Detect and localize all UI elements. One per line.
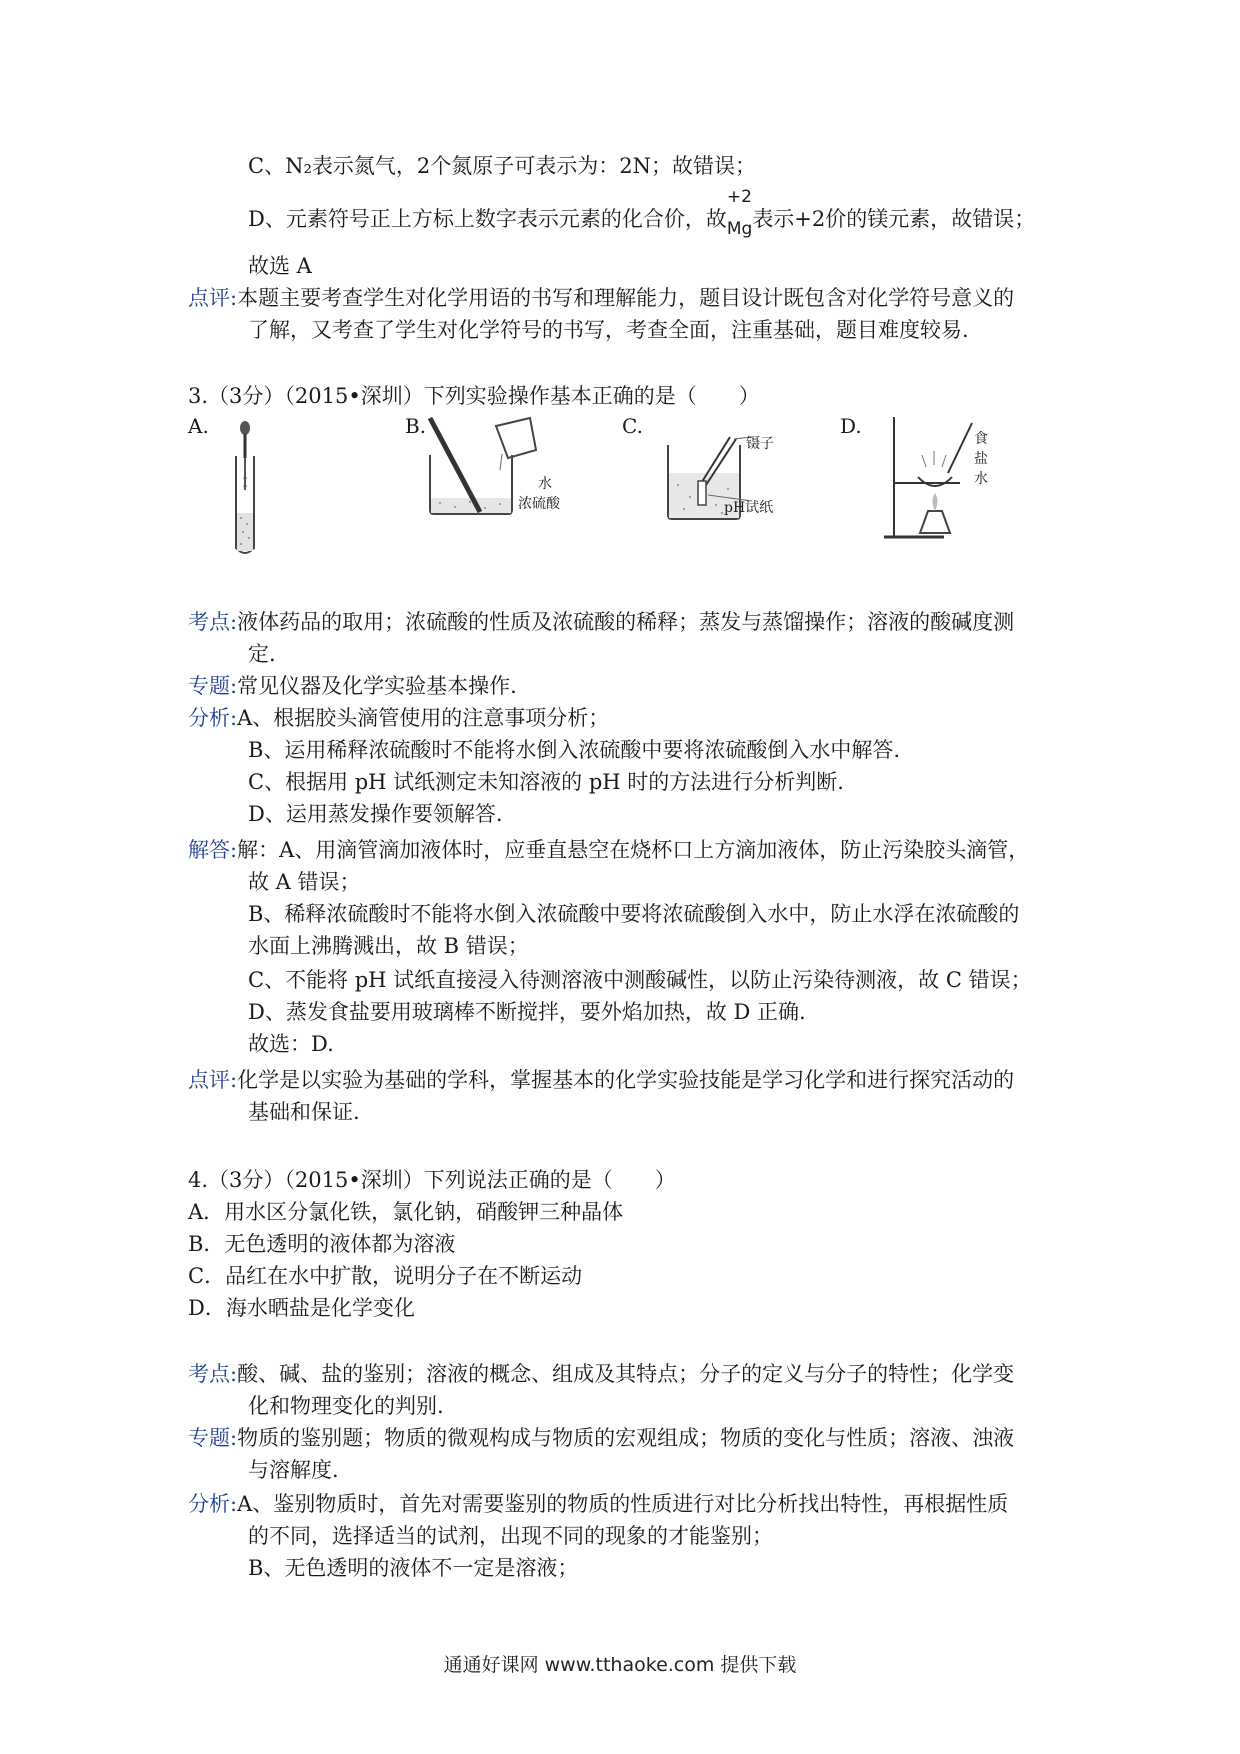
q4-zhuanti [188, 1424, 1014, 1452]
q4-option-c: C．品红在水中扩散，说明分子在不断运动 [188, 1264, 583, 1288]
figure-a-dropper [225, 418, 265, 560]
q3-fenxi-line-1: A、根据胶头滴管使用的注意事项分析； [237, 706, 610, 730]
q3-title: 3.（3分）（2015•深圳）下列实验操作基本正确的是（ ） [188, 384, 760, 408]
prev-line-c: C、N₂表示氮气，2个氮原子可表示为：2N；故错误； [248, 154, 756, 178]
q4-fenxi-line-2: 的不同，选择适当的试剂，出现不同的现象的才能鉴别； [248, 1524, 773, 1548]
q4-option-b: B．无色透明的液体都为溶液 [188, 1232, 456, 1256]
q3-jieda-line-2: 故 A 错误； [248, 870, 361, 894]
figure-c-label-ph-paper: pH试纸 [724, 500, 774, 516]
q3-fenxi-line-4: D、运用蒸发操作要领解答. [248, 802, 503, 826]
q3-dianping [188, 1066, 1014, 1094]
q4-kaodian-tag: 考点: [188, 1362, 238, 1386]
figure-b-label-acid: 浓硫酸 [518, 496, 560, 512]
q4-fenxi-line-3: B、无色透明的液体不一定是溶液； [248, 1556, 579, 1580]
prev-line-d-post: 表示+2价的镁元素，故错误； [752, 207, 1036, 231]
q3-jieda [188, 836, 1029, 864]
q3-fenxi-tag: 分析: [188, 706, 238, 730]
charge-value: +2 [726, 187, 752, 207]
mg-charge-notation [726, 187, 753, 243]
q3-kaodian-line-2: 定. [248, 642, 276, 666]
q3-jieda-line-1: 解：A、用滴管滴加液体时，应垂直悬空在烧杯口上方滴加液体，防止污染胶头滴管， [237, 838, 1030, 862]
q4-kaodian-line-1: 酸、碱、盐的鉴别；溶液的概念、组成及其特点；分子的定义与分子的特性；化学变 [237, 1362, 1015, 1386]
q3-dianping-line-2: 基础和保证. [248, 1100, 360, 1124]
q3-option-d-label: D. [840, 414, 862, 438]
prev-line-d-pre: D、元素符号正上方标上数字表示元素的化合价，故 [248, 207, 727, 231]
q4-kaodian-line-2: 化和物理变化的判别. [248, 1394, 444, 1418]
q3-jieda-line-6: D、蒸发食盐要用玻璃棒不断搅拌，要外焰加热，故 D 正确. [248, 1000, 806, 1024]
q4-zhuanti-line-2: 与溶解度. [248, 1458, 339, 1482]
q4-option-a: A．用水区分氯化铁，氯化钠，硝酸钾三种晶体 [188, 1200, 624, 1224]
q4-fenxi [188, 1490, 1008, 1518]
figure-c-label-tweezers: 镊子 [746, 436, 774, 452]
q4-fenxi-tag: 分析: [188, 1492, 238, 1516]
element-symbol: Mg [726, 219, 753, 239]
prev-review [188, 284, 1014, 312]
q3-option-a-label: A. [188, 414, 209, 438]
q3-fenxi [188, 704, 609, 732]
figure-b-label-water: 水 [538, 476, 552, 492]
q3-dianping-line-1: 化学是以实验为基础的学科，掌握基本的化学实验技能是学习化学和进行探究活动的 [237, 1068, 1015, 1092]
q4-option-d: D．海水晒盐是化学变化 [188, 1296, 415, 1320]
q3-kaodian-line-1: 液体药品的取用；浓硫酸的性质及浓硫酸的稀释；蒸发与蒸馏操作；溶液的酸碱度测 [237, 610, 1015, 634]
figure-d-label-2: 盐 [974, 451, 988, 467]
q4-zhuanti-tag: 专题: [188, 1426, 238, 1450]
prev-line-d [248, 187, 1036, 243]
q3-jieda-line-5: C、不能将 pH 试纸直接浸入待测溶液中测酸碱性，以防止污染待测液，故 C 错误； [248, 968, 1032, 992]
q3-zhuanti [188, 672, 517, 700]
q3-fenxi-line-2: B、运用稀释浓硫酸时不能将水倒入浓硫酸中要将浓硫酸倒入水中解答. [248, 738, 901, 762]
q3-zhuanti-text: 常见仪器及化学实验基本操作. [237, 674, 517, 698]
review-tag: 点评: [188, 286, 238, 310]
q3-zhuanti-tag: 专题: [188, 674, 238, 698]
figure-d-label-1: 食 [974, 431, 988, 447]
review-line-2: 了解，又考查了学生对化学符号的书写，考查全面，注重基础，题目难度较易. [248, 318, 969, 342]
q3-fenxi-line-3: C、根据用 pH 试纸测定未知溶液的 pH 时的方法进行分析判断. [248, 770, 844, 794]
figure-d-label-3: 水 [974, 471, 988, 487]
q3-jieda-line-7: 故选：D. [248, 1032, 334, 1056]
q3-kaodian [188, 608, 1014, 636]
q3-option-b-label: B. [405, 414, 427, 438]
q4-title: 4.（3分）（2015•深圳）下列说法正确的是（ ） [188, 1168, 676, 1192]
q3-kaodian-tag: 考点: [188, 610, 238, 634]
q4-fenxi-line-1: A、鉴别物质时，首先对需要鉴别的物质的性质进行对比分析找出特性，再根据性质 [237, 1492, 1009, 1516]
review-line-1: 本题主要考查学生对化学用语的书写和理解能力，题目设计既包含对化学符号意义的 [237, 286, 1015, 310]
q3-jieda-line-4: 水面上沸腾溅出，故 B 错误； [248, 934, 529, 958]
q4-zhuanti-line-1: 物质的鉴别题；物质的微观构成与物质的宏观组成；物质的变化与性质；溶液、浊液 [237, 1426, 1015, 1450]
q3-dianping-tag: 点评: [188, 1068, 238, 1092]
q3-jieda-tag: 解答: [188, 838, 238, 862]
prev-choose: 故选 A [248, 254, 312, 278]
q3-jieda-line-3: B、稀释浓硫酸时不能将水倒入浓硫酸中要将浓硫酸倒入水中，防止水浮在浓硫酸的 [248, 902, 1020, 926]
page-footer: 通通好课网 www.tthaoke.com 提供下载 [443, 1654, 797, 1676]
q4-kaodian [188, 1360, 1014, 1388]
q3-option-c-label: C. [622, 414, 643, 438]
